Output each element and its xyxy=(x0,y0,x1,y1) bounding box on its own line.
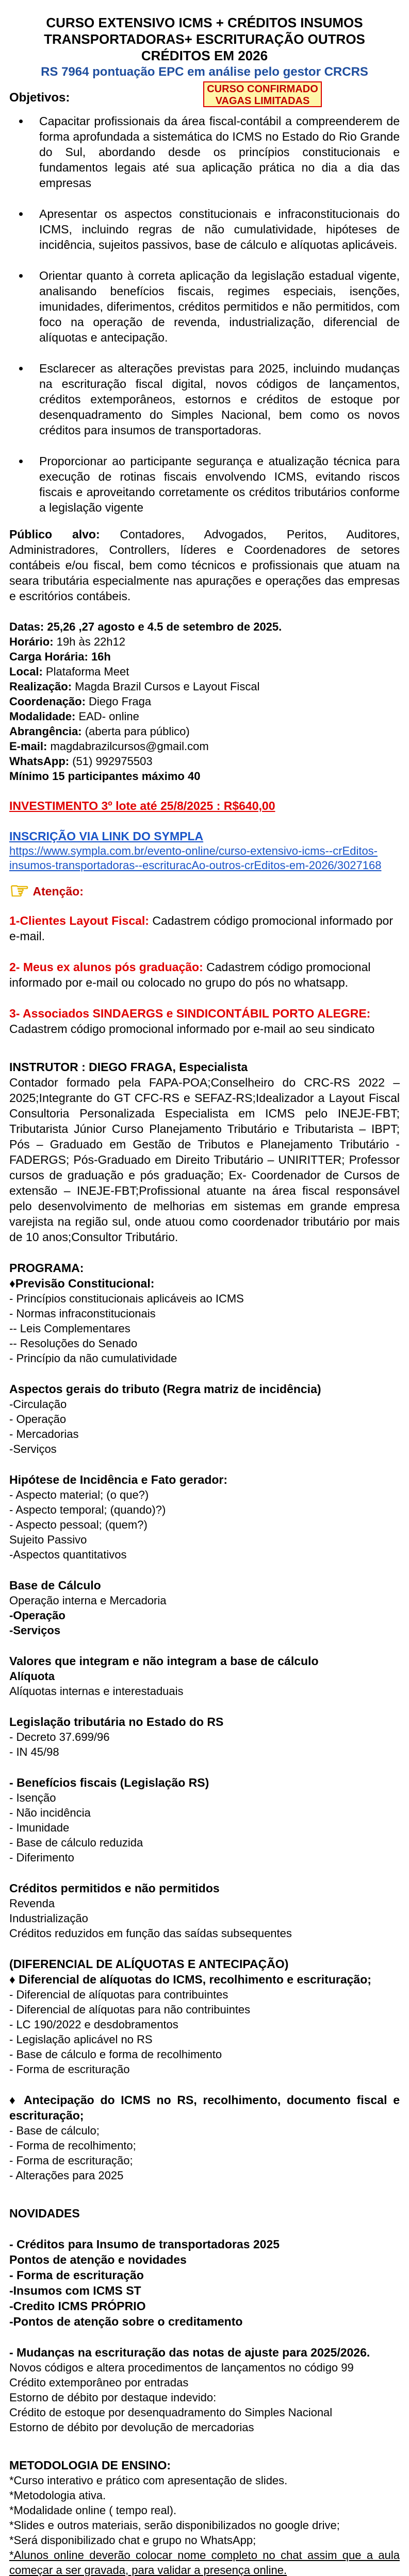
objectives-header xyxy=(9,81,400,110)
program-topic: Créditos permitidos e não permitidos Revenda Industrialização Créditos reduzidos em função das saídas subsequentes xyxy=(9,1882,292,1940)
info-schedule: Horário: 19h às 22h12 xyxy=(9,635,126,648)
info-participants: Mínimo 15 participantes máximo 40 xyxy=(9,770,201,783)
registration xyxy=(9,828,400,873)
attention-label: Atenção: xyxy=(32,884,84,898)
methodology-section: METODOLOGIA DE ENSINO: *Curso interativo e prático com apresentação de slides. *Metodologia ativa. *Modalidade online ( tempo real). *Slides e outros materiais, serão disponibilizados no google drive; *Será disponibilizado chat e grupo no WhatsApp; *Alunos online deverão colocar nome completo no chat assim que a aula começar a ser gravada, para validar a presença online. xyxy=(9,2459,400,2576)
registration-label: INSCRIÇÃO VIA LINK DO SYMPLA xyxy=(9,829,204,843)
confirmed-badge-line1: CURSO CONFIRMADO xyxy=(207,83,318,95)
target-audience-text: Contadores, Advogados, Peritos, Auditores, Administradores, Controllers, líderes e Coordenadores de setores contábeis e/ou fiscal, bem como técnicos e profissionais que atuam na seara tributária especialmente nas apurações e operações das empresas e escritórios contábeis. xyxy=(9,528,400,603)
confirmed-badge xyxy=(203,81,322,107)
instructor-bio: Contador formado pela FAPA-POA;Conselheiro do CRC-RS 2022 – 2025;Integrante do GT CFC-RS e SEFAZ-RS;Idealizador a Layout Fiscal Consultoria Personalizada Especialista em ICMS pelo INEJE-FBT; Tributarista Júnior Curso Planejamento Tributário e Tributarista – IBPT; Pós – Graduado em Gestão de Tributos e Planejamento Tributário - FADERGS; Pós-Graduado em Direito Tributário – UNIRITTER; Professor cursos de graduação e pós graduação; Ex- Coordenador de Cursos de extensão – INEJE-FBT;Profissional atuante na área fiscal responsável pelo desenvolvimento de melhorias em sistemas em grande empresa varejista na região sul, onde atuou como coordenador tributário por mais de 10 anos;Consultor Tributário. xyxy=(9,1076,400,1244)
antecipacao-topic: ♦ Antecipação do ICMS no RS, recolhimento, documento fiscal e escrituração; - Base de cálculo; - Forma de recolhimento; - Forma de escrituração; - Alterações para 2025 xyxy=(9,2093,400,2182)
promo-item-1: 1-Clientes Layout Fiscal: Cadastrem código promocional informado por e-mail. xyxy=(9,914,393,943)
methodology-label: METODOLOGIA DE ENSINO: xyxy=(9,2459,171,2472)
program-topic: Base de Cálculo Operação interna e Mercadoria -Operação -Serviços xyxy=(9,1579,167,1637)
confirmed-badge-line2: VAGAS LIMITADAS xyxy=(215,95,310,107)
registration-link[interactable]: https://www.sympla.com.br/evento-online/curso-extensivo-icms--crEditos-insumos-transportadoras--escrituracAo-outros-crEditos-em-2026/3027168 xyxy=(9,844,382,872)
investment-price: INVESTIMENTO 3º lote até 25/8/2025 : R$640,00 xyxy=(9,799,275,812)
info-whatsapp: WhatsApp: (51) 992975503 xyxy=(9,755,153,768)
info-modality: Modalidade: EAD- online xyxy=(9,710,139,723)
pointing-hand-icon: ☞ xyxy=(9,878,30,904)
course-title-line2: TRANSPORTADORAS+ ESCRITURAÇÃO OUTROS CRÉDITOS EM 2026 xyxy=(44,31,365,63)
target-audience xyxy=(9,527,400,604)
objective-item: • Orientar quanto à correta aplicação da legislação estadual vigente, analisando benefícios fiscais, regimes especiais, isenções, imunidades, diferimentos, créditos permitidos e não permitidos, com foco na operação de revenda, industrialização, diferencial de alíquotas e antecipação. xyxy=(30,268,400,345)
program-topic: Valores que integram e não integram a base de cálculo Alíquota Alíquotas internas e interestaduais xyxy=(9,1654,319,1698)
info-coordination: Coordenação: Diego Fraga xyxy=(9,695,152,708)
course-title-line1: CURSO EXTENSIVO ICMS + CRÉDITOS INSUMOS xyxy=(46,15,363,30)
program-topic: Hipótese de Incidência e Fato gerador: - Aspecto material; (o que?) - Aspecto temporal; (quando)?) - Aspecto pessoal; (quem?) Sujeito Passivo -Aspectos quantitativos xyxy=(9,1473,228,1561)
info-workload: Carga Horária: 16h xyxy=(9,650,111,663)
program-topic: ♦Previsão Constitucional: - Princípios constitucionais aplicáveis ao ICMS - Normas infraconstitucionais -- Leis Complementares -- Resoluções do Senado - Princípio da não cumulatividade xyxy=(9,1277,244,1365)
program-label: PROGRAMA: xyxy=(9,1261,84,1275)
objectives-list xyxy=(9,113,400,515)
instructor-section xyxy=(9,1059,400,1245)
attention-header xyxy=(9,880,400,903)
program-section xyxy=(9,1260,400,2183)
objective-item: • Apresentar os aspectos constitucionais e infraconstitucionais do ICMS, incluindo regras de não cumulatividade, hipóteses de incidência, sujeitos passivos, base de cálculo e alíquotas aplicáveis. xyxy=(30,206,400,252)
promo-item-2: 2- Meus ex alunos pós graduação: Cadastrem código promocional informado por e-mail ou colocado no grupo do pós no whatsapp. xyxy=(9,960,371,989)
program-topic: Aspectos gerais do tributo (Regra matriz de incidência) -Circulação - Operação - Mercadorias -Serviços xyxy=(9,1382,321,1455)
info-location: Local: Plataforma Meet xyxy=(9,665,129,678)
instructor-label: INSTRUTOR : DIEGO FRAGA, Especialista xyxy=(9,1060,248,1074)
objective-item: • Proporcionar ao participante segurança e atualização técnica para execução de rotinas fiscais envolvendo ICMS, evitando riscos fiscais e aproveitando corretamente os créditos tributários conforme a legislação vigente xyxy=(30,453,400,515)
objective-item: • Esclarecer as alterações previstas para 2025, incluindo mudanças na escrituração fiscal digital, novos códigos de lançamentos, créditos extemporâneos, estornos e créditos de estoque por desenquadramento do Simples Nacional, bem como os novos créditos para insumos de transportadoras. xyxy=(30,361,400,438)
info-organizer: Realização: Magda Brazil Cursos e Layout Fiscal xyxy=(9,680,260,693)
promo-item-3: 3- Associados SINDAERGS e SINDICONTÁBIL PORTO ALEGRE: Cadastrem código promocional informado por e-mail ao seu sindicato xyxy=(9,1007,375,1036)
info-scope: Abrangência: (aberta para público) xyxy=(9,725,190,738)
objectives-label: Objetivos: xyxy=(9,91,70,105)
program-topic: - Benefícios fiscais (Legislação RS) - Isenção - Não incidência - Imunidade - Base de cálculo reduzida - Diferimento xyxy=(9,1776,209,1864)
target-audience-label: Público alvo: xyxy=(9,528,100,541)
novidades-section: NOVIDADES - Créditos para Insumo de transportadoras 2025 Pontos de atenção e novidades - Forma de escrituração -Insumos com ICMS ST -Credito ICMS PRÓPRIO -Pontos de atenção sobre o creditamento - Mudanças na escrituração das notas de ajuste para 2025/2026. Novos códigos e altera procedimentos de lançamentos no código 99 Crédito extemporâneo por entradas Estorno de débito por destaque indevido: Crédito de estoque por desenquadramento do Simples Nacional Estorno de débito por devolução de mercadorias xyxy=(9,2206,400,2435)
info-dates: Datas: 25,26 ,27 agosto e 4.5 de setembro de 2025. xyxy=(9,620,282,633)
novidades-label: NOVIDADES xyxy=(9,2207,80,2220)
course-info xyxy=(9,619,400,784)
course-subtitle: RS 7964 pontuação EPC em análise pelo gestor CRCRS xyxy=(41,65,368,79)
difal-topic: ♦ Diferencial de alíquotas do ICMS, recolhimento e escrituração; - Diferencial de alíquotas para contribuintes - Diferencial de alíquotas para não contribuintes - LC 190/2022 e desdobramentos - Legislação aplicável no RS - Base de cálculo e forma de recolhimento - Forma de escrituração xyxy=(9,1973,371,2076)
objective-item: • Capacitar profissionais da área fiscal-contábil a compreenderem de forma aprofundada a sistemática do ICMS no Estado do Rio Grande do Sul, abordando desde os princípios constitucionais e fundamentos legais até sua aplicação prática no dia a dia das empresas xyxy=(30,113,400,191)
program-topic: Legislação tributária no Estado do RS - Decreto 37.699/96 - IN 45/98 xyxy=(9,1715,224,1758)
info-email: E-mail: magdabrazilcursos@gmail.com xyxy=(9,740,209,753)
program-topic: (DIFERENCIAL DE ALÍQUOTAS E ANTECIPAÇÃO) xyxy=(9,1957,289,1971)
